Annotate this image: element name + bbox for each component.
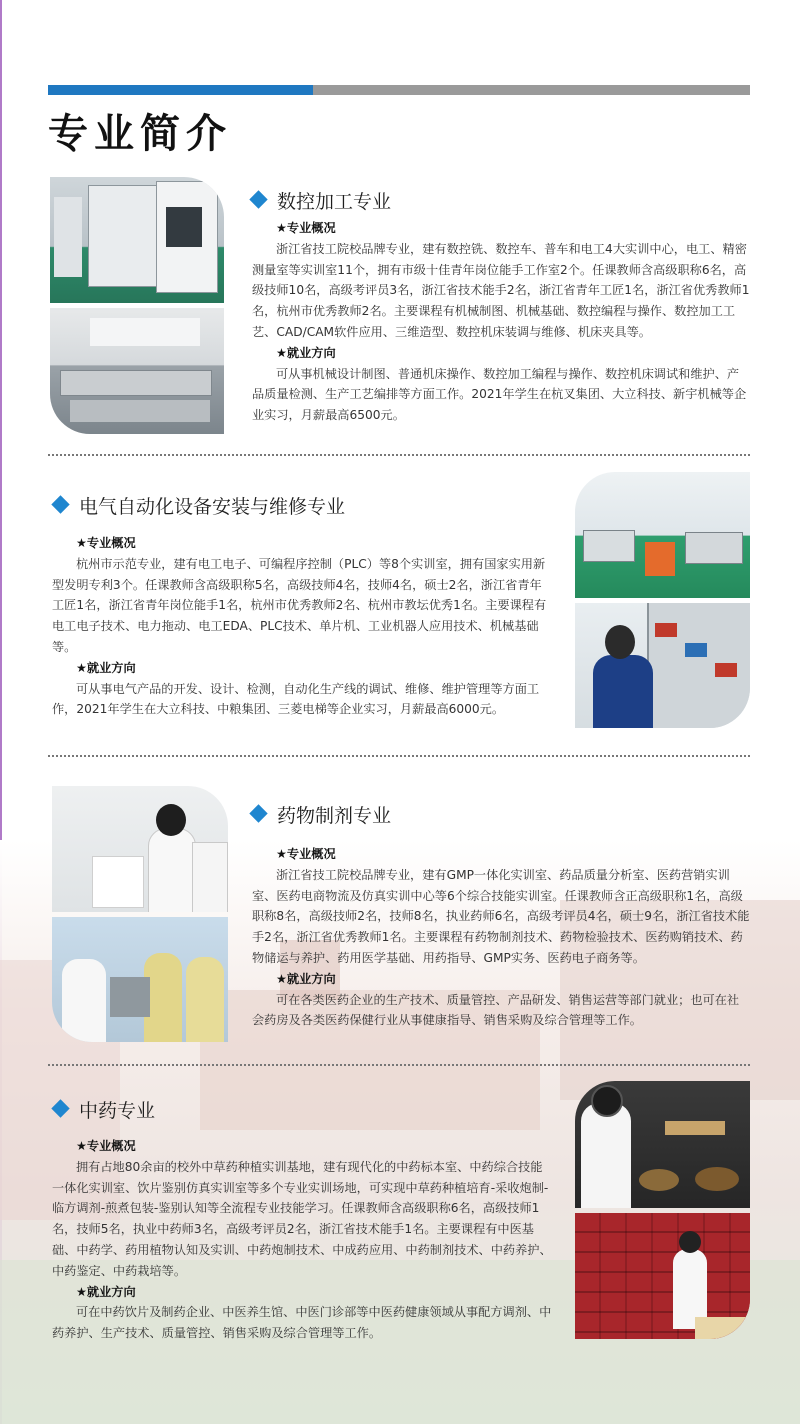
section-title-tcm: 中药专业: [54, 1096, 155, 1123]
section-divider: [48, 755, 750, 757]
diamond-bullet-icon: [249, 804, 267, 822]
career-label: ★就业方向: [76, 1284, 136, 1299]
tcm-photo-group: [575, 1081, 750, 1339]
career-label: ★就业方向: [76, 660, 136, 675]
diamond-bullet-icon: [51, 1099, 69, 1117]
career-text: 可在中药饮片及制药企业、中医养生馆、中医门诊部等中医药健康领域从事配方调剂、中药养护、生产技术、质量管控、销售采购及综合管理等工作。: [52, 1305, 552, 1341]
overview-text: 拥有占地80余亩的校外中草药种植实训基地，建有现代化的中药标本室、中药综合技能一体化实训室、饮片鉴别仿真实训室等多个专业实训场地，可实现中草药种植培育-采收炮制-临方调剂-煎煮包装-鉴别认知等全流程专业技能学习。任课教师含高级职称6名，高级技师1名，技师5名，执业中药师3名，高级考评员2名，浙江省技术能手1名。主要课程有中医基础、中药学、药用植物认知及实训、中药炮制技术、中成药应用、中药制剂技术、中药养护、中药鉴定、中药栽培等。: [52, 1159, 552, 1278]
section-text-cnc: [252, 218, 750, 426]
section-title-electrical: 电气自动化设备安装与维修专业: [54, 492, 345, 519]
overview-label: ★专业概况: [276, 221, 336, 235]
page-title: 专业简介: [48, 111, 232, 157]
section-text-tcm: [52, 1136, 552, 1344]
header-bar: [48, 85, 750, 95]
cnc-machine-photo: [50, 177, 224, 303]
career-label: ★就业方向: [276, 971, 336, 986]
section-divider: [48, 454, 750, 456]
pharma-lab-photo: [52, 786, 228, 912]
career-text: 可从事电气产品的开发、设计、检测，自动化生产线的调试、维修、维护管理等方面工作，2021年学生在大立科技、中粮集团、三菱电梯等企业实习，月薪最高6000元。: [52, 681, 540, 717]
section-title-cnc: 数控加工专业: [252, 187, 391, 214]
pharma-photo-group: [52, 786, 228, 1042]
diamond-bullet-icon: [249, 190, 267, 208]
diamond-bullet-icon: [51, 495, 69, 513]
career-text: 可在各类医药企业的生产技术、质量管控、产品研发、销售运营等部门就业；也可在社会药房及各类医药保健行业从事健康指导、销售采购及综合管理等工作。: [252, 992, 740, 1028]
overview-label: ★专业概况: [76, 1139, 136, 1153]
electrical-photo-group: [575, 472, 750, 728]
electrical-lab-photo: [575, 472, 750, 598]
section-divider: [48, 1064, 750, 1066]
gmp-training-photo: [52, 917, 228, 1042]
section-title-pharma: 药物制剂专业: [252, 801, 391, 828]
career-text: 可从事机械设计制图、普通机床操作、数控加工编程与操作、数控机床调试和维护、产品质量检测、生产工艺编排等方面工作。2021年学生在杭叉集团、大立科技、新宇机械等企业实习，月薪最高6500元。: [252, 366, 747, 423]
lathe-workshop-photo: [50, 308, 224, 434]
herb-processing-photo: [575, 1081, 750, 1208]
student-wiring-photo: [575, 603, 750, 728]
career-label: ★就业方向: [276, 345, 336, 360]
overview-label: ★专业概况: [276, 847, 336, 861]
overview-label: ★专业概况: [76, 536, 136, 550]
overview-text: 杭州市示范专业，建有电工电子、可编程序控制（PLC）等8个实训室，拥有国家实用新型发明专利3个。任课教师含高级职称5名，高级技师4名，技师4名，硕士2名，浙江省青年工匠1名，浙江省青年岗位能手1名，杭州市优秀教师2名、杭州市教坛优秀1名。主要课程有电工电子技术、电力拖动、电工EDA、PLC技术、单片机、工业机器人应用技术、机械基础等。: [52, 556, 547, 654]
overview-text: 浙江省技工院校品牌专业，建有数控铣、数控车、普车和电工4大实训中心，电工、精密测量室等实训室11个，拥有市级十佳青年岗位能手工作室2个。任课教师含高级职称6名，高级技师10名，高级考评员3名，浙江省技术能手2名，浙江省青年工匠1名，浙江省优秀教师1名，杭州市优秀教师2名。主要课程有机械制图、机械基础、数控编程与操作、数控加工工艺、CAD/CAM软件应用、三维造型、数控机床装调与维修、机床夹具等。: [252, 241, 750, 339]
cnc-photo-group: [50, 177, 224, 434]
section-text-pharma: [252, 844, 750, 1031]
section-text-electrical: [52, 533, 552, 720]
overview-text: 浙江省技工院校品牌专业，建有GMP一体化实训室、药品质量分析室、医药营销实训室、医药电商物流及仿真实训中心等6个综合技能实训室。任课教师含正高级职称1名，高级职称8名，高级技师2名，技师8名，执业药师6名，高级考评员4名，硕士9名，浙江省技术能手2名，浙江省优秀教师1名。主要课程有药物制剂技术、药物检验技术、医药购销技术、药物储运与养护、药用医学基础、用药指导、GMP实务、医药电子商务等。: [252, 867, 750, 965]
herb-cabinet-photo: [575, 1213, 750, 1339]
